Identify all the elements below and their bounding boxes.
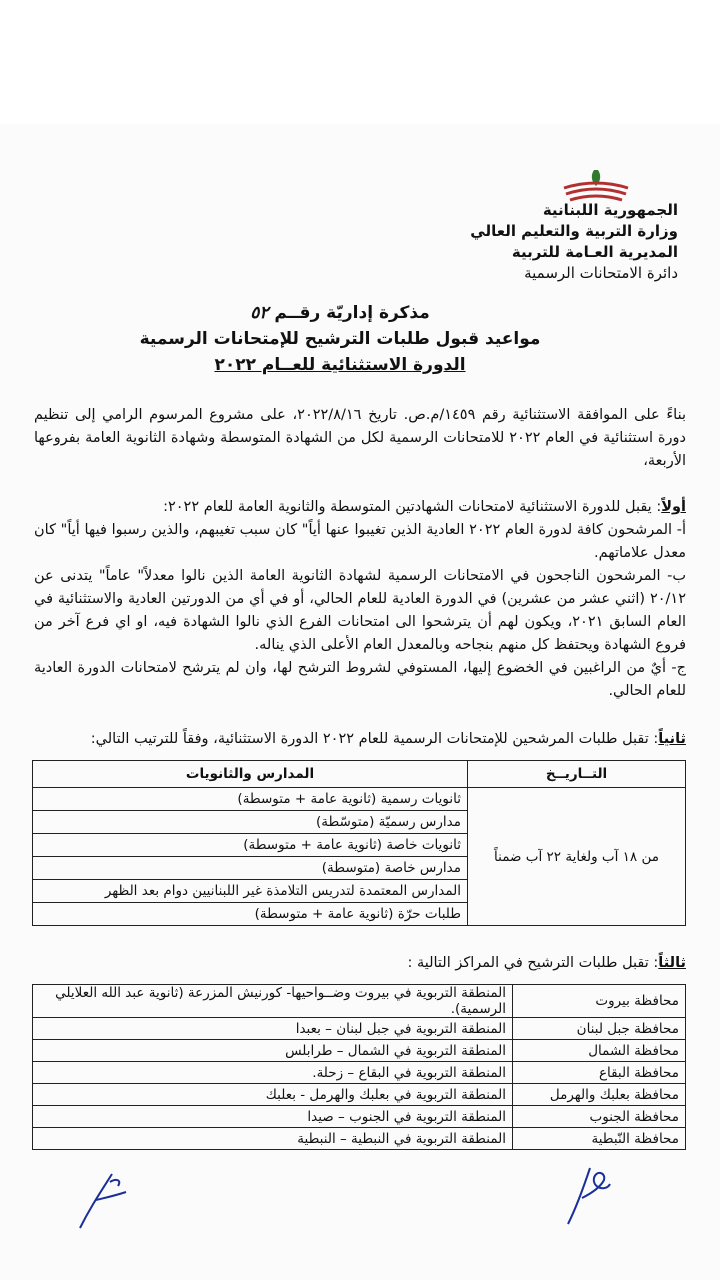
governorate-cell: محافظة النّبطية bbox=[513, 1128, 686, 1150]
school-cell: مدارس خاصة (متوسطة) bbox=[33, 857, 468, 880]
schedule-header-row bbox=[33, 761, 686, 788]
signature-right bbox=[560, 1158, 620, 1230]
table-row bbox=[33, 1128, 686, 1150]
section-1-item-a: أ- المرشحون كافة لدورة العام ٢٠٢٢ العادية الذين تغيبوا عنها أياً" كان سبب تغيبهم، والذين رسبوا فيها أياً" كان معدل علاماتهم. bbox=[34, 522, 686, 561]
memo-titles bbox=[120, 300, 560, 378]
schedule-table bbox=[32, 760, 686, 926]
governorate-cell: محافظة الشمال bbox=[513, 1040, 686, 1062]
section-2-heading bbox=[34, 728, 686, 751]
center-cell: المنطقة التربوية في بعلبك والهرمل - بعلبك bbox=[33, 1084, 513, 1106]
center-cell: المنطقة التربوية في الشمال – طرابلس bbox=[33, 1040, 513, 1062]
signature-left bbox=[70, 1168, 140, 1234]
section-2-label: ثانياً bbox=[658, 731, 686, 747]
ministry-name: وزارة التربية والتعليم العالي bbox=[470, 222, 678, 240]
col-date-header: التــاريــخ bbox=[468, 761, 686, 788]
table-row bbox=[33, 1018, 686, 1040]
directorate-name: المديرية العـامة للتربية bbox=[511, 243, 678, 261]
school-cell: المدارس المعتمدة لتدريس التلامذة غير اللبنانيين دوام بعد الظهر bbox=[33, 880, 468, 903]
governorate-cell: محافظة جبل لبنان bbox=[513, 1018, 686, 1040]
department-name: دائرة الامتحانات الرسمية bbox=[524, 264, 678, 282]
table-row bbox=[33, 985, 686, 1018]
table-row bbox=[33, 1062, 686, 1084]
center-cell: المنطقة التربوية في جبل لبنان – بعبدا bbox=[33, 1018, 513, 1040]
republic-name: الجمهورية اللبنانية bbox=[542, 201, 678, 219]
date-range-cell: من ١٨ آب ولغاية ٢٢ آب ضمناً bbox=[468, 788, 686, 926]
memo-label: مذكرة إداريّة رقــم bbox=[274, 303, 430, 323]
section-3-label: ثالثاً bbox=[658, 955, 686, 971]
memo-number: ٥٢ bbox=[250, 303, 269, 323]
table-row bbox=[33, 1106, 686, 1128]
governorate-cell: محافظة البقاع bbox=[513, 1062, 686, 1084]
center-cell: المنطقة التربوية في النبطية – النبطية bbox=[33, 1128, 513, 1150]
memo-title-1: مواعيد قبول طلبات الترشيح للإمتحانات الرسمية bbox=[139, 329, 541, 349]
intro-paragraph: بناءً على الموافقة الاستثنائية رقم ١٤٥٩/م.ص. تاريخ ٢٠٢٢/٨/١٦، على مشروع المرسوم الرامي إلى تنظيم دورة استثنائية في العام ٢٠٢٢ للامتحانات الرسمية لكل من الشهادة المتوسطة وشهادة الثانوية العامة بفروعها الأربعة، bbox=[34, 407, 686, 469]
section-2-text: : تقبل طلبات المرشحين للإمتحانات الرسمية للعام ٢٠٢٢ الدورة الاستثنائية، وفقاً للترتيب التالي: bbox=[90, 731, 659, 747]
top-blank-area bbox=[0, 0, 720, 124]
section-3-heading bbox=[34, 952, 686, 975]
ministry-header bbox=[418, 200, 678, 284]
center-cell: المنطقة التربوية في بيروت وضــواحيها- كورنيش المزرعة (ثانوية عبد الله العلايلي الرسمية). bbox=[33, 985, 513, 1018]
table-row bbox=[33, 788, 686, 811]
section-1-item-b: ب- المرشحون الناجحون في الامتحانات الرسمية لشهادة الثانوية العامة الذين نالوا معدلاً" عاماً" يتدنى عن ٢٠/١٢ (اثني عشر من عشرين) في الدورة العادية للعام الحالي، أو في أي من الدورتين العادية والاستثنائية في العام السابق ٢٠٢١، ويكون لهم أن يترشحوا الى امتحانات الفرع الذي نالوا الشهادة فيه، او اي فرع آخر من فروع الشهادة ويحتفظ كل منهم بنجاحه وبالمعدل العام الأعلى الذي يناله. bbox=[34, 568, 686, 653]
table-row bbox=[33, 1084, 686, 1106]
center-cell: المنطقة التربوية في الجنوب – صيدا bbox=[33, 1106, 513, 1128]
section-1-heading bbox=[34, 496, 686, 519]
col-schools-header: المدارس والثانويات bbox=[33, 761, 468, 788]
school-cell: ثانويات رسمية (ثانوية عامة + متوسطة) bbox=[33, 788, 468, 811]
section-1-item-c: ج- أيٌ من الراغبين في الخضوع إليها، المستوفي لشروط الترشح لها، وان لم يترشح لامتحانات الدورة العادية للعام الحالي. bbox=[34, 660, 686, 699]
school-cell: ثانويات خاصة (ثانوية عامة + متوسطة) bbox=[33, 834, 468, 857]
governorate-cell: محافظة الجنوب bbox=[513, 1106, 686, 1128]
governorate-cell: محافظة بيروت bbox=[513, 985, 686, 1018]
table-row bbox=[33, 1040, 686, 1062]
memo-label-line bbox=[120, 300, 560, 326]
section-1-label: أولاً bbox=[661, 499, 686, 515]
centers-table bbox=[32, 984, 686, 1150]
section-1 bbox=[34, 496, 686, 703]
section-1-text: : يقبل للدورة الاستثنائية لامتحانات الشهادتين المتوسطة والثانوية العامة للعام ٢٠٢٢: bbox=[163, 499, 662, 515]
section-3-text: : تقبل طلبات الترشيح في المراكز التالية : bbox=[407, 955, 659, 971]
memo-title-2: الدورة الاستثنائية للعــام ٢٠٢٢ bbox=[214, 355, 466, 375]
school-cell: طلبات حرّة (ثانوية عامة + متوسطة) bbox=[33, 903, 468, 926]
school-cell: مدارس رسميّة (متوسّطة) bbox=[33, 811, 468, 834]
center-cell: المنطقة التربوية في البقاع – زحلة. bbox=[33, 1062, 513, 1084]
governorate-cell: محافظة بعلبك والهرمل bbox=[513, 1084, 686, 1106]
